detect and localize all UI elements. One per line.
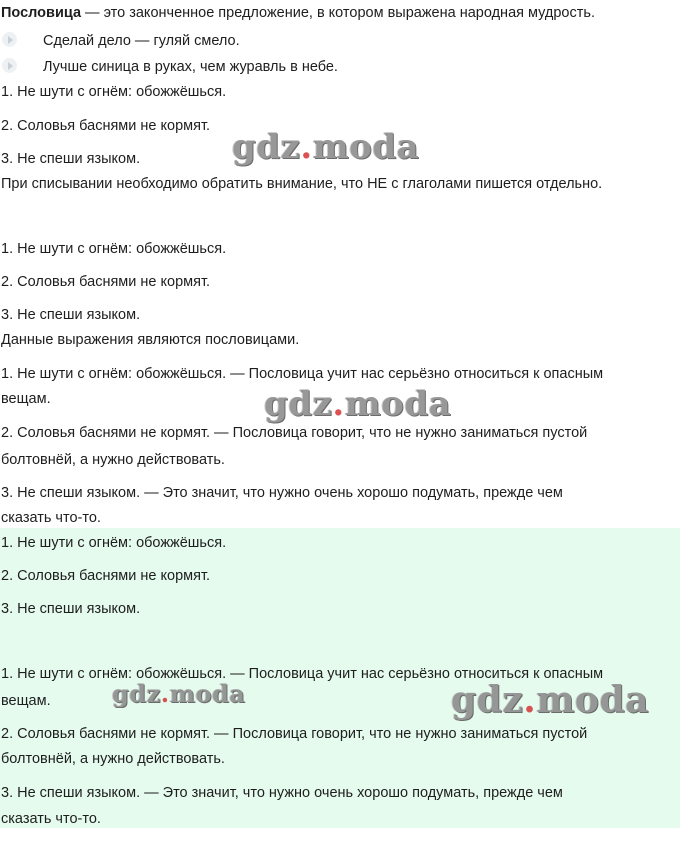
statement-line: Данные выражения являются пословицами. [1,332,300,348]
watermark-left: gdz [264,384,333,424]
play-bullet-icon [2,32,17,47]
explanation-line: вещам. [1,693,51,709]
watermark-right: moda [169,679,246,708]
proverb-line: 1. Не шути с огнём: обожжёшься. [1,241,227,257]
definition-line [1,4,595,22]
explanation-line: болтовнёй, а нужно действовать. [1,751,225,767]
explanation-line: 2. Соловья баснями не кормят. — Пословица говорит, что не нужно заниматься пустой [1,726,588,742]
explanation-line: 2. Соловья баснями не кормят. — Пословица говорит, что не нужно заниматься пустой [1,425,588,441]
watermark: gdz.moda [232,127,420,167]
watermark-right: moda [536,679,649,721]
explanation-line: 1. Не шути с огнём: обожжёшься. — Пословица учит нас серьёзно относиться к опасным [1,366,604,382]
explanation-line: 1. Не шути с огнём: обожжёшься. — Пословица учит нас серьёзно относиться к опасным [1,666,604,682]
watermark-right: moda [312,127,420,167]
explanation-line: сказать что-то. [1,510,101,526]
explanation-line: болтовнёй, а нужно действовать. [1,452,225,468]
play-bullet-icon [2,58,17,73]
explanation-line: вещам. [1,391,51,407]
proverb-line: 3. Не спеши языком. [1,601,141,617]
proverb-line: 3. Не спеши языком. [1,151,141,167]
explanation-line: 3. Не спеши языком. — Это значит, что нужно очень хорошо подумать, прежде чем [1,785,563,801]
watermark: gdz.moda [264,384,452,424]
watermark-right: moda [344,384,452,424]
proverb-line: 2. Соловья баснями не кормят. [1,274,211,290]
proverb-line: 2. Соловья баснями не кормят. [1,118,211,134]
proverb-line: 1. Не шути с огнём: обожжёшься. [1,84,227,100]
watermark: gdz.moda [112,679,246,708]
proverb-line: 2. Соловья баснями не кормят. [1,568,211,584]
proverb-line: 3. Не спеши языком. [1,307,141,323]
definition-text: — это законченное предложение, в котором выражена народная мудрость. [81,5,595,21]
definition-term: Пословица [1,5,82,21]
example-line: Лучше синица в руках, чем журавль в небе. [43,59,338,75]
proverb-line: 1. Не шути с огнём: обожжёшься. [1,535,227,551]
watermark-left: gdz [451,679,524,721]
watermark-left: gdz [112,679,161,708]
explanation-line: 3. Не спеши языком. — Это значит, что нужно очень хорошо подумать, прежде чем [1,485,563,501]
watermark: gdz.moda [451,679,649,721]
explanation-line: сказать что-то. [1,811,101,827]
watermark-left: gdz [232,127,301,167]
example-line: Сделай дело — гуляй смело. [43,33,240,49]
note-line: При списывании необходимо обратить внимание, что НЕ с глаголами пишется отдельно. [1,176,603,192]
